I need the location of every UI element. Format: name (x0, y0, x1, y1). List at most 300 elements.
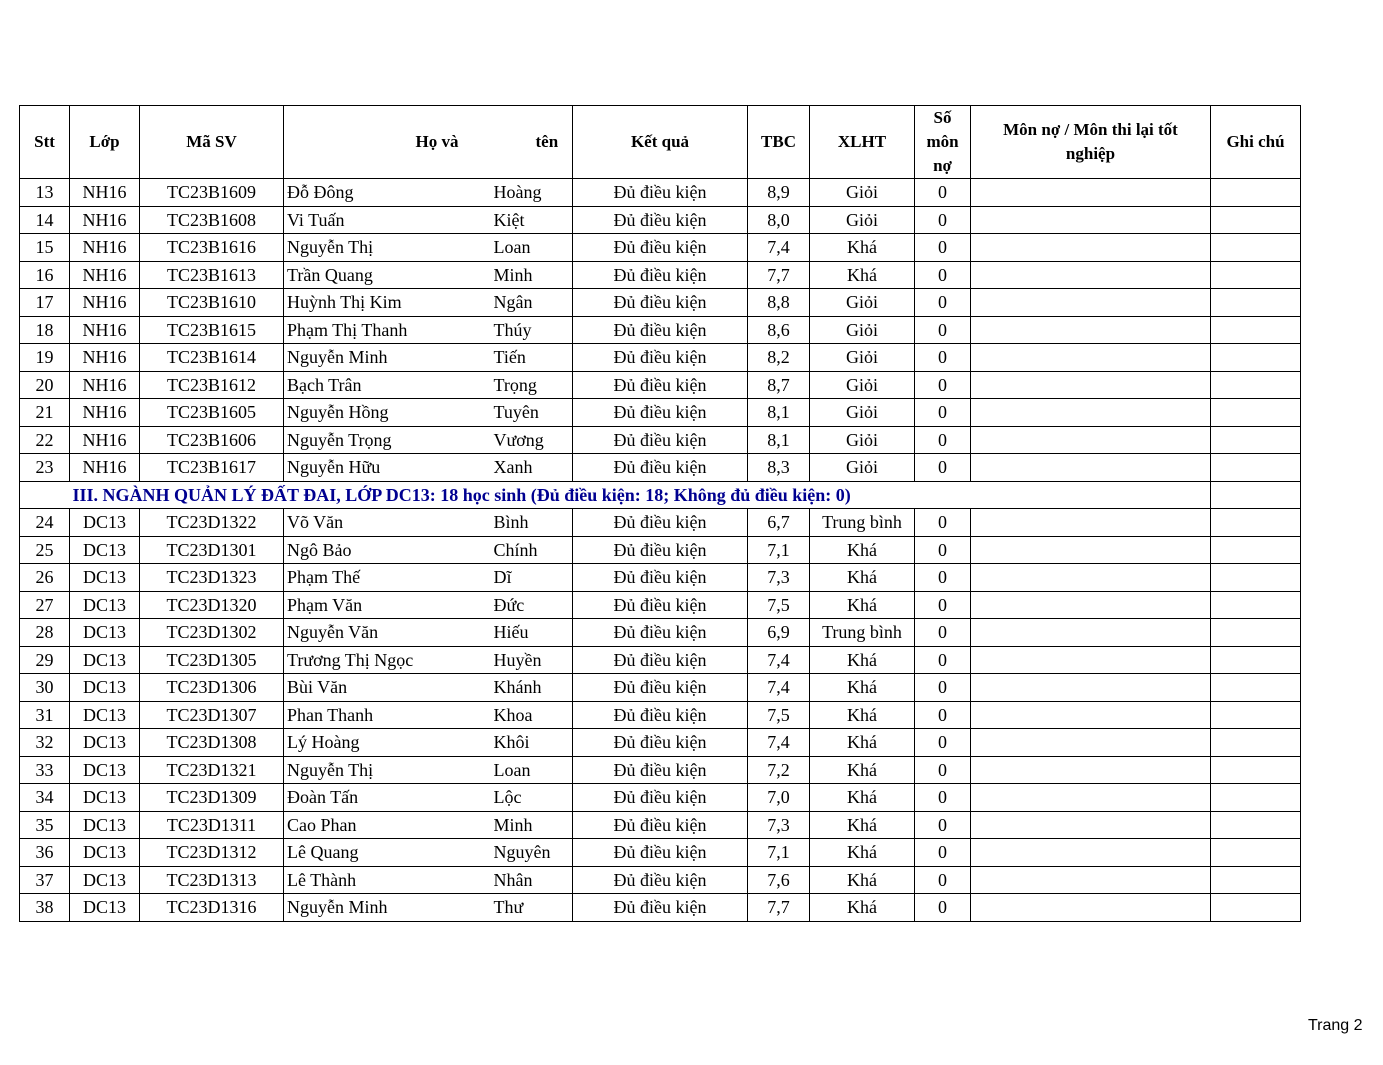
cell-ten: Tuyên (491, 399, 573, 427)
header-row (20, 106, 1301, 179)
cell-ten: Bình (491, 509, 573, 537)
cell-tbc: 7,4 (748, 234, 810, 262)
cell-ten: Nhân (491, 866, 573, 894)
cell-stt: 18 (20, 316, 70, 344)
cell-tbc: 7,4 (748, 646, 810, 674)
header-mon-no: Môn nợ / Môn thi lại tốt nghiệp (971, 106, 1211, 179)
header-ghi-chu: Ghi chú (1211, 106, 1301, 179)
table-row (20, 894, 1301, 922)
cell-ho: Nguyễn Hồng (284, 399, 491, 427)
cell-tbc: 6,7 (748, 509, 810, 537)
cell-masv: TC23D1322 (140, 509, 284, 537)
table-row (20, 536, 1301, 564)
cell-stt: 24 (20, 509, 70, 537)
cell-ten: Loan (491, 234, 573, 262)
cell-tbc: 7,4 (748, 729, 810, 757)
cell-ten: Đức (491, 591, 573, 619)
cell-lop: DC13 (70, 756, 140, 784)
cell-ghi-chu (1211, 399, 1301, 427)
table-row (20, 344, 1301, 372)
table-row (20, 371, 1301, 399)
cell-ketqua: Đủ điều kiện (573, 729, 748, 757)
cell-xlht: Khá (810, 674, 915, 702)
cell-lop: DC13 (70, 894, 140, 922)
cell-ghi-chu (1211, 179, 1301, 207)
cell-ketqua: Đủ điều kiện (573, 289, 748, 317)
cell-ghi-chu (1211, 866, 1301, 894)
cell-so-mon-no: 0 (915, 371, 971, 399)
cell-lop: NH16 (70, 289, 140, 317)
cell-ketqua: Đủ điều kiện (573, 564, 748, 592)
cell-ketqua: Đủ điều kiện (573, 591, 748, 619)
cell-xlht: Trung bình (810, 509, 915, 537)
cell-tbc: 7,6 (748, 866, 810, 894)
page-number: Trang 2 (1308, 1017, 1363, 1034)
cell-mon-no (971, 454, 1211, 482)
cell-so-mon-no: 0 (915, 316, 971, 344)
cell-so-mon-no: 0 (915, 206, 971, 234)
cell-lop: DC13 (70, 674, 140, 702)
header-ten: tên (491, 106, 573, 179)
cell-mon-no (971, 646, 1211, 674)
table-row (20, 839, 1301, 867)
cell-xlht: Khá (810, 591, 915, 619)
cell-ten: Xanh (491, 454, 573, 482)
cell-ghi-chu (1211, 811, 1301, 839)
cell-ten: Dĩ (491, 564, 573, 592)
cell-ho: Nguyễn Hữu (284, 454, 491, 482)
table-body-dc13 (20, 509, 1301, 922)
cell-lop: NH16 (70, 371, 140, 399)
cell-tbc: 8,6 (748, 316, 810, 344)
cell-lop: DC13 (70, 564, 140, 592)
cell-ho: Phạm Văn (284, 591, 491, 619)
cell-so-mon-no: 0 (915, 866, 971, 894)
cell-mon-no (971, 674, 1211, 702)
cell-stt: 27 (20, 591, 70, 619)
cell-so-mon-no: 0 (915, 289, 971, 317)
cell-lop: DC13 (70, 619, 140, 647)
cell-ketqua: Đủ điều kiện (573, 866, 748, 894)
cell-ten: Loan (491, 756, 573, 784)
cell-ten: Minh (491, 811, 573, 839)
cell-masv: TC23B1608 (140, 206, 284, 234)
cell-ghi-chu (1211, 234, 1301, 262)
table-row (20, 591, 1301, 619)
cell-ketqua: Đủ điều kiện (573, 646, 748, 674)
cell-ghi-chu (1211, 289, 1301, 317)
cell-mon-no (971, 261, 1211, 289)
cell-stt: 23 (20, 454, 70, 482)
cell-ketqua: Đủ điều kiện (573, 454, 748, 482)
header-so-mon-no: Số môn nợ (915, 106, 971, 179)
cell-ketqua: Đủ điều kiện (573, 234, 748, 262)
student-results-table (19, 105, 1301, 922)
cell-xlht: Khá (810, 756, 915, 784)
cell-ghi-chu (1211, 784, 1301, 812)
cell-ho: Lê Thành (284, 866, 491, 894)
cell-ketqua: Đủ điều kiện (573, 756, 748, 784)
cell-stt: 22 (20, 426, 70, 454)
header-lop: Lớp (70, 106, 140, 179)
cell-tbc: 8,1 (748, 399, 810, 427)
cell-mon-no (971, 289, 1211, 317)
cell-ten: Minh (491, 261, 573, 289)
cell-tbc: 6,9 (748, 619, 810, 647)
table-row (20, 261, 1301, 289)
cell-ghi-chu (1211, 701, 1301, 729)
cell-ketqua: Đủ điều kiện (573, 344, 748, 372)
header-ho: Họ và (284, 106, 491, 179)
table-row (20, 179, 1301, 207)
cell-masv: TC23D1312 (140, 839, 284, 867)
cell-ketqua: Đủ điều kiện (573, 536, 748, 564)
cell-xlht: Khá (810, 811, 915, 839)
cell-ho: Nguyễn Thị (284, 234, 491, 262)
cell-ketqua: Đủ điều kiện (573, 179, 748, 207)
cell-ghi-chu (1211, 619, 1301, 647)
cell-ten: Kiệt (491, 206, 573, 234)
cell-ho: Võ Văn (284, 509, 491, 537)
cell-masv: TC23D1306 (140, 674, 284, 702)
cell-ten: Hoàng (491, 179, 573, 207)
cell-masv: TC23D1323 (140, 564, 284, 592)
cell-ten: Lộc (491, 784, 573, 812)
cell-ho: Bùi Văn (284, 674, 491, 702)
cell-lop: NH16 (70, 206, 140, 234)
cell-ho: Phạm Thế (284, 564, 491, 592)
cell-ho: Huỳnh Thị Kim (284, 289, 491, 317)
cell-ghi-chu (1211, 206, 1301, 234)
cell-ghi-chu (1211, 371, 1301, 399)
cell-mon-no (971, 206, 1211, 234)
cell-lop: NH16 (70, 399, 140, 427)
cell-stt: 36 (20, 839, 70, 867)
cell-ten: Hiếu (491, 619, 573, 647)
cell-stt: 38 (20, 894, 70, 922)
cell-stt: 14 (20, 206, 70, 234)
cell-ghi-chu (1211, 564, 1301, 592)
cell-mon-no (971, 536, 1211, 564)
cell-ghi-chu (1211, 756, 1301, 784)
cell-tbc: 8,2 (748, 344, 810, 372)
cell-stt: 30 (20, 674, 70, 702)
cell-lop: DC13 (70, 646, 140, 674)
cell-lop: NH16 (70, 234, 140, 262)
cell-ten: Trọng (491, 371, 573, 399)
cell-tbc: 7,5 (748, 701, 810, 729)
table-row (20, 399, 1301, 427)
cell-lop: NH16 (70, 344, 140, 372)
cell-stt: 16 (20, 261, 70, 289)
cell-ghi-chu (1211, 509, 1301, 537)
cell-ketqua: Đủ điều kiện (573, 371, 748, 399)
cell-stt: 21 (20, 399, 70, 427)
cell-masv: TC23B1612 (140, 371, 284, 399)
cell-ghi-chu (1211, 454, 1301, 482)
cell-mon-no (971, 426, 1211, 454)
cell-masv: TC23D1320 (140, 591, 284, 619)
cell-ghi-chu (1211, 839, 1301, 867)
cell-tbc: 7,1 (748, 839, 810, 867)
cell-ho: Phạm Thị Thanh (284, 316, 491, 344)
cell-stt: 32 (20, 729, 70, 757)
cell-xlht: Giỏi (810, 316, 915, 344)
cell-tbc: 7,1 (748, 536, 810, 564)
cell-lop: DC13 (70, 866, 140, 894)
cell-xlht: Giỏi (810, 371, 915, 399)
cell-so-mon-no: 0 (915, 729, 971, 757)
cell-so-mon-no: 0 (915, 179, 971, 207)
cell-so-mon-no: 0 (915, 454, 971, 482)
cell-stt: 33 (20, 756, 70, 784)
cell-masv: TC23B1616 (140, 234, 284, 262)
cell-so-mon-no: 0 (915, 399, 971, 427)
table-row (20, 784, 1301, 812)
cell-ho: Vi Tuấn (284, 206, 491, 234)
section-ghi-chu-cell (1211, 481, 1301, 509)
cell-ho: Đoàn Tấn (284, 784, 491, 812)
section-blank-cell (20, 481, 70, 509)
header-tbc: TBC (748, 106, 810, 179)
table-row (20, 289, 1301, 317)
cell-ketqua: Đủ điều kiện (573, 674, 748, 702)
cell-ho: Bạch Trân (284, 371, 491, 399)
section-header-row (20, 481, 1301, 509)
cell-mon-no (971, 591, 1211, 619)
cell-lop: DC13 (70, 729, 140, 757)
cell-lop: DC13 (70, 784, 140, 812)
cell-ten: Huyền (491, 646, 573, 674)
table-row (20, 866, 1301, 894)
cell-ho: Nguyễn Thị (284, 756, 491, 784)
cell-mon-no (971, 784, 1211, 812)
cell-stt: 25 (20, 536, 70, 564)
cell-ten: Khôi (491, 729, 573, 757)
cell-ten: Nguyên (491, 839, 573, 867)
cell-so-mon-no: 0 (915, 261, 971, 289)
cell-tbc: 7,7 (748, 894, 810, 922)
header-stt: Stt (20, 106, 70, 179)
cell-tbc: 7,3 (748, 564, 810, 592)
cell-xlht: Khá (810, 894, 915, 922)
table-row (20, 316, 1301, 344)
cell-masv: TC23D1316 (140, 894, 284, 922)
cell-tbc: 7,7 (748, 261, 810, 289)
section-row-group (20, 481, 1301, 509)
cell-xlht: Khá (810, 261, 915, 289)
cell-ghi-chu (1211, 646, 1301, 674)
cell-ketqua: Đủ điều kiện (573, 399, 748, 427)
cell-ho: Nguyễn Văn (284, 619, 491, 647)
cell-masv: TC23B1610 (140, 289, 284, 317)
cell-lop: DC13 (70, 591, 140, 619)
cell-so-mon-no: 0 (915, 344, 971, 372)
cell-masv: TC23B1613 (140, 261, 284, 289)
table-row (20, 509, 1301, 537)
cell-masv: TC23D1305 (140, 646, 284, 674)
cell-ten: Khoa (491, 701, 573, 729)
cell-ghi-chu (1211, 316, 1301, 344)
cell-masv: TC23B1609 (140, 179, 284, 207)
cell-masv: TC23D1307 (140, 701, 284, 729)
cell-ho: Phan Thanh (284, 701, 491, 729)
cell-xlht: Giỏi (810, 426, 915, 454)
cell-masv: TC23D1311 (140, 811, 284, 839)
cell-ketqua: Đủ điều kiện (573, 784, 748, 812)
cell-ketqua: Đủ điều kiện (573, 206, 748, 234)
cell-ghi-chu (1211, 894, 1301, 922)
cell-stt: 19 (20, 344, 70, 372)
cell-mon-no (971, 811, 1211, 839)
cell-tbc: 7,4 (748, 674, 810, 702)
cell-ghi-chu (1211, 426, 1301, 454)
cell-xlht: Khá (810, 701, 915, 729)
cell-lop: DC13 (70, 509, 140, 537)
cell-ghi-chu (1211, 729, 1301, 757)
cell-ten: Thúy (491, 316, 573, 344)
cell-ho: Lê Quang (284, 839, 491, 867)
cell-mon-no (971, 729, 1211, 757)
cell-xlht: Khá (810, 536, 915, 564)
table-row (20, 619, 1301, 647)
cell-stt: 20 (20, 371, 70, 399)
cell-ho: Nguyễn Minh (284, 344, 491, 372)
cell-ho: Trần Quang (284, 261, 491, 289)
cell-mon-no (971, 619, 1211, 647)
cell-stt: 37 (20, 866, 70, 894)
cell-ghi-chu (1211, 536, 1301, 564)
cell-ten: Thư (491, 894, 573, 922)
cell-ghi-chu (1211, 261, 1301, 289)
cell-ho: Lý Hoàng (284, 729, 491, 757)
cell-xlht: Khá (810, 234, 915, 262)
cell-mon-no (971, 701, 1211, 729)
cell-so-mon-no: 0 (915, 619, 971, 647)
cell-masv: TC23D1301 (140, 536, 284, 564)
cell-masv: TC23D1309 (140, 784, 284, 812)
cell-masv: TC23B1614 (140, 344, 284, 372)
cell-stt: 17 (20, 289, 70, 317)
cell-mon-no (971, 839, 1211, 867)
cell-xlht: Khá (810, 729, 915, 757)
cell-masv: TC23B1617 (140, 454, 284, 482)
table-row (20, 234, 1301, 262)
cell-ho: Cao Phan (284, 811, 491, 839)
cell-mon-no (971, 894, 1211, 922)
table-row (20, 674, 1301, 702)
cell-tbc: 8,3 (748, 454, 810, 482)
table-row (20, 564, 1301, 592)
cell-lop: DC13 (70, 536, 140, 564)
cell-xlht: Khá (810, 564, 915, 592)
cell-xlht: Giỏi (810, 399, 915, 427)
cell-ten: Tiến (491, 344, 573, 372)
cell-so-mon-no: 0 (915, 509, 971, 537)
cell-ketqua: Đủ điều kiện (573, 509, 748, 537)
table-row (20, 756, 1301, 784)
cell-mon-no (971, 564, 1211, 592)
cell-lop: NH16 (70, 426, 140, 454)
cell-xlht: Giỏi (810, 206, 915, 234)
cell-lop: DC13 (70, 811, 140, 839)
cell-mon-no (971, 344, 1211, 372)
cell-ghi-chu (1211, 674, 1301, 702)
cell-so-mon-no: 0 (915, 756, 971, 784)
cell-ghi-chu (1211, 344, 1301, 372)
header-masv: Mã SV (140, 106, 284, 179)
cell-stt: 15 (20, 234, 70, 262)
cell-xlht: Khá (810, 646, 915, 674)
table-body-nh16 (20, 179, 1301, 482)
cell-ten: Khánh (491, 674, 573, 702)
table-row (20, 701, 1301, 729)
cell-so-mon-no: 0 (915, 839, 971, 867)
cell-mon-no (971, 866, 1211, 894)
cell-ten: Ngân (491, 289, 573, 317)
cell-so-mon-no: 0 (915, 894, 971, 922)
cell-tbc: 8,1 (748, 426, 810, 454)
cell-masv: TC23B1605 (140, 399, 284, 427)
cell-mon-no (971, 399, 1211, 427)
cell-ketqua: Đủ điều kiện (573, 839, 748, 867)
section-title: III. NGÀNH QUẢN LÝ ĐẤT ĐAI, LỚP DC13: 18 học sinh (Đủ điều kiện: 18; Không đủ điều kiện: 0) (70, 481, 1211, 509)
cell-ketqua: Đủ điều kiện (573, 619, 748, 647)
table-row (20, 811, 1301, 839)
cell-so-mon-no: 0 (915, 536, 971, 564)
cell-ten: Vương (491, 426, 573, 454)
cell-tbc: 8,7 (748, 371, 810, 399)
cell-so-mon-no: 0 (915, 701, 971, 729)
cell-stt: 29 (20, 646, 70, 674)
cell-ho: Nguyễn Minh (284, 894, 491, 922)
cell-masv: TC23B1615 (140, 316, 284, 344)
header-xlht: XLHT (810, 106, 915, 179)
cell-ho: Nguyễn Trọng (284, 426, 491, 454)
cell-so-mon-no: 0 (915, 646, 971, 674)
cell-stt: 13 (20, 179, 70, 207)
cell-masv: TC23D1308 (140, 729, 284, 757)
table-row (20, 454, 1301, 482)
cell-stt: 35 (20, 811, 70, 839)
cell-lop: NH16 (70, 316, 140, 344)
cell-lop: DC13 (70, 839, 140, 867)
table-row (20, 646, 1301, 674)
cell-ketqua: Đủ điều kiện (573, 811, 748, 839)
cell-stt: 28 (20, 619, 70, 647)
cell-ho: Ngô Bảo (284, 536, 491, 564)
cell-masv: TC23D1321 (140, 756, 284, 784)
cell-ketqua: Đủ điều kiện (573, 894, 748, 922)
cell-lop: DC13 (70, 701, 140, 729)
cell-masv: TC23D1313 (140, 866, 284, 894)
cell-xlht: Khá (810, 784, 915, 812)
cell-masv: TC23D1302 (140, 619, 284, 647)
cell-ho: Đỗ Đông (284, 179, 491, 207)
cell-ho: Trương Thị Ngọc (284, 646, 491, 674)
cell-xlht: Khá (810, 866, 915, 894)
cell-stt: 31 (20, 701, 70, 729)
cell-stt: 34 (20, 784, 70, 812)
cell-ghi-chu (1211, 591, 1301, 619)
cell-lop: NH16 (70, 454, 140, 482)
cell-tbc: 7,3 (748, 811, 810, 839)
cell-tbc: 8,9 (748, 179, 810, 207)
table-row (20, 206, 1301, 234)
cell-lop: NH16 (70, 179, 140, 207)
cell-mon-no (971, 234, 1211, 262)
cell-so-mon-no: 0 (915, 234, 971, 262)
